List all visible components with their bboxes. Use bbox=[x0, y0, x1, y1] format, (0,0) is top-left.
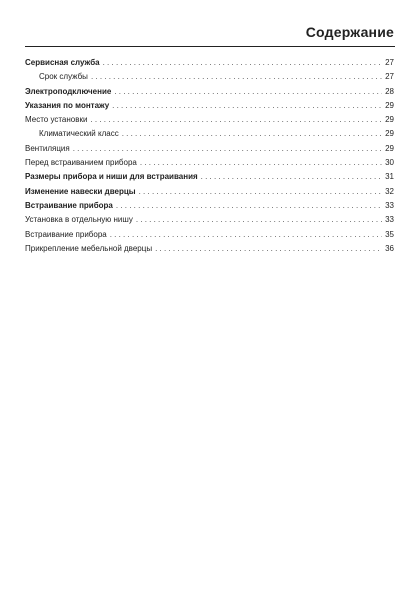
toc-entry-title: Перед встраиванием прибора bbox=[25, 158, 137, 168]
toc-entry-title: Размеры прибора и ниши для встраивания bbox=[25, 172, 198, 182]
toc-entry-title: Изменение навески дверцы bbox=[25, 186, 136, 196]
toc-entry-title: Встраивание прибора bbox=[25, 200, 113, 210]
toc-entry-title: Климатический класс bbox=[39, 129, 119, 139]
toc-entry-title: Срок службы bbox=[39, 72, 88, 82]
toc-entry-title: Указания по монтажу bbox=[25, 100, 110, 110]
toc-page-number: 29 bbox=[385, 115, 394, 125]
toc-leader-dots bbox=[114, 85, 382, 99]
toc-page-number: 27 bbox=[385, 72, 394, 82]
toc-entry-title: Встраивание прибора bbox=[25, 229, 107, 239]
toc-page-number: 28 bbox=[385, 86, 394, 96]
toc-entry[interactable] bbox=[25, 170, 394, 184]
table-of-contents bbox=[25, 56, 394, 256]
toc-page-number: 31 bbox=[385, 172, 394, 182]
toc-entry[interactable] bbox=[25, 56, 394, 70]
toc-leader-dots bbox=[91, 70, 382, 84]
toc-leader-dots bbox=[139, 185, 382, 199]
toc-entry[interactable] bbox=[25, 199, 394, 213]
toc-leader-dots bbox=[110, 228, 382, 242]
toc-page-number: 30 bbox=[385, 158, 394, 168]
toc-page-number: 32 bbox=[385, 186, 394, 196]
toc-page-number: 33 bbox=[385, 215, 394, 225]
toc-entry[interactable] bbox=[25, 113, 394, 127]
toc-entry[interactable] bbox=[25, 228, 394, 242]
toc-page-number: 29 bbox=[385, 143, 394, 153]
toc-entry-title: Место установки bbox=[25, 115, 88, 125]
toc-page-number: 29 bbox=[385, 129, 394, 139]
toc-entry[interactable] bbox=[25, 213, 394, 227]
toc-leader-dots bbox=[201, 170, 382, 184]
toc-page-number: 29 bbox=[385, 100, 394, 110]
toc-page-number: 35 bbox=[385, 229, 394, 239]
toc-leader-dots bbox=[103, 56, 382, 70]
toc-entry[interactable] bbox=[25, 70, 394, 84]
toc-entry-title: Сервисная служба bbox=[25, 58, 100, 67]
toc-leader-dots bbox=[155, 242, 382, 256]
title-divider bbox=[25, 46, 395, 47]
toc-entry-title: Вентиляция bbox=[25, 143, 70, 153]
toc-page-number: 27 bbox=[385, 58, 394, 67]
toc-entry[interactable] bbox=[25, 242, 394, 256]
toc-leader-dots bbox=[73, 142, 382, 156]
toc-leader-dots bbox=[90, 113, 382, 127]
toc-entry[interactable] bbox=[25, 185, 394, 199]
toc-entry[interactable] bbox=[25, 142, 394, 156]
toc-entry-title: Прикрепление мебельной дверцы bbox=[25, 243, 153, 253]
toc-entry[interactable] bbox=[25, 127, 394, 141]
toc-page-number: 36 bbox=[385, 243, 394, 253]
toc-entry-title: Электроподключение bbox=[25, 86, 112, 96]
toc-entry[interactable] bbox=[25, 85, 394, 99]
toc-leader-dots bbox=[112, 99, 382, 113]
toc-entry[interactable] bbox=[25, 99, 394, 113]
toc-leader-dots bbox=[140, 156, 382, 170]
toc-entry[interactable] bbox=[25, 156, 394, 170]
toc-page-number: 33 bbox=[385, 200, 394, 210]
toc-leader-dots bbox=[116, 199, 382, 213]
page-title: Содержание bbox=[305, 24, 394, 40]
toc-leader-dots bbox=[122, 127, 382, 141]
toc-leader-dots bbox=[136, 213, 382, 227]
toc-entry-title: Установка в отдельную нишу bbox=[25, 215, 133, 225]
